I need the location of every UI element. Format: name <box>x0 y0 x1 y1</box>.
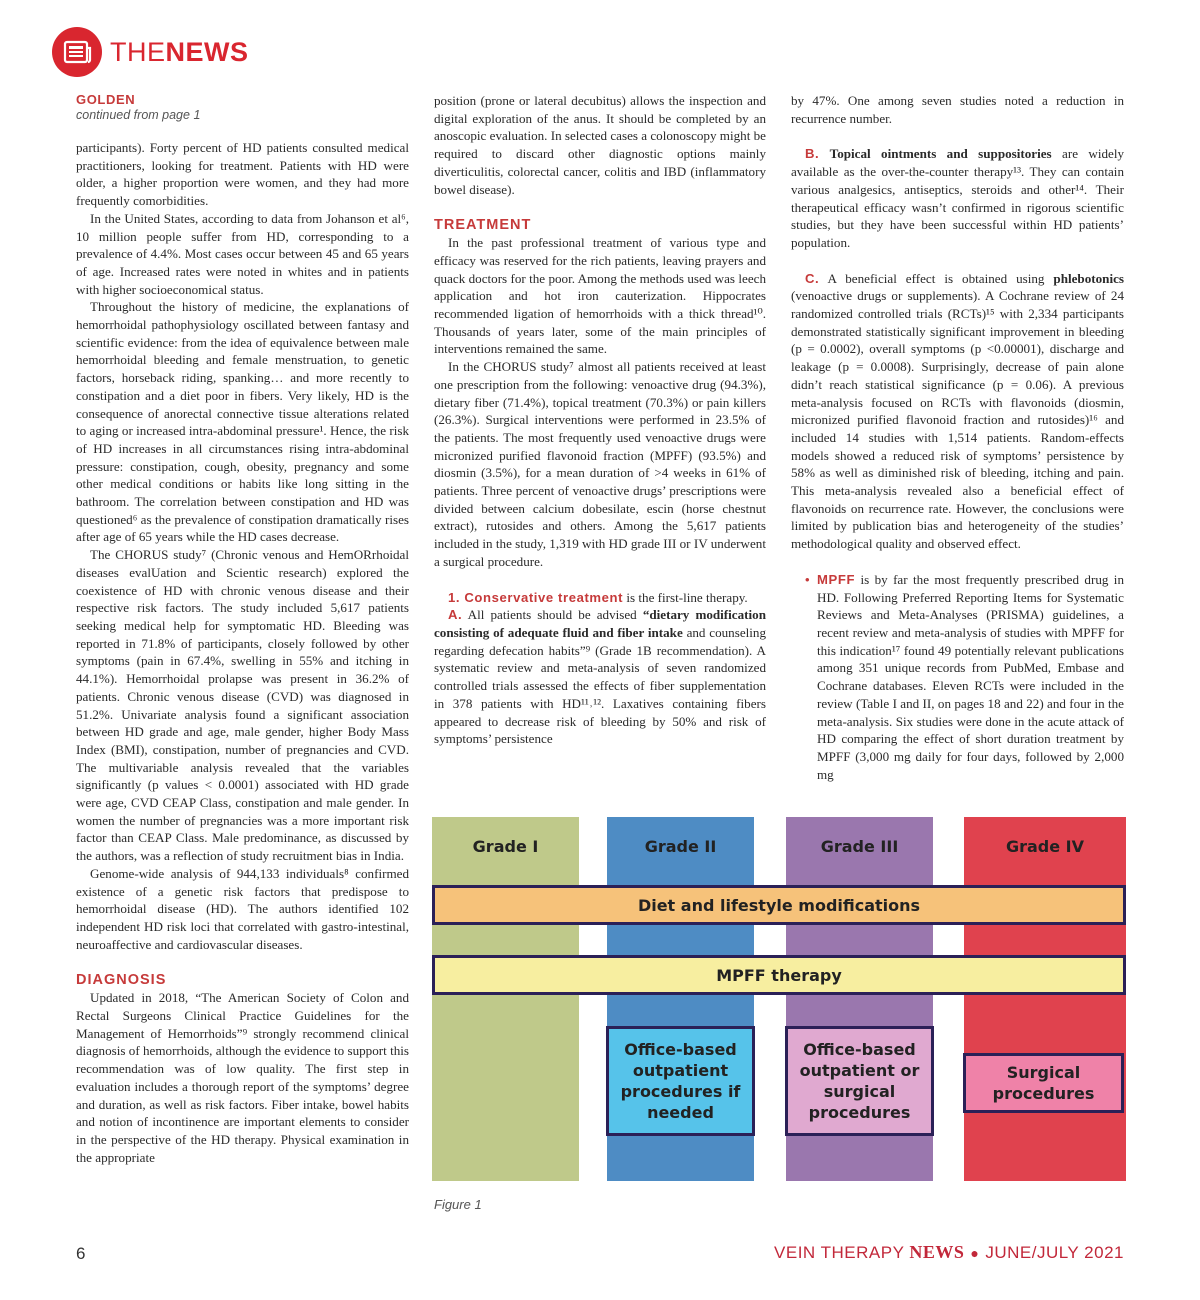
paragraph: In the past professional treatment of various type and efficacy was reserved for the rich patients, leaving prayers and quack doctors for the poor. Among the methods used was leech application and hot iron cauterization. Hippocrates recommended ligation of hemorrhoids with a thick thread¹⁰. Thousands of years later, some of the main principles of interventions remained the same. <box>434 235 766 357</box>
paragraph-c <box>791 270 1124 553</box>
paragraph: The CHORUS study⁷ (Chronic venous and HemORrhoidal diseases evalUation and Scientic research) explored the coexistence of HD with chronic venous disease and their respective risk factors. The study included 5,617 patients seeking medical help for symptomatic HD. Bleeding was reported in 71.8% of participants, closely followed by other symptoms (pain in 67.4%, swelling in 55% and itching in 44.1%). Hemorrhoidal prolapse was present in 36.2% of patients. Chronic venous disease (CVD) was diagnosed in 51.2%. Univariate analysis found a significant association between HD grade and age, male gender, higher Body Mass Index (BMI), constipation, number of pregnancies and CVD. The multivariable analysis revealed that the variables significantly (p values < 0.0001) associated with HD grade were age, CVD CEAP Class, constipation and male gender. In women the number of pregnancies was a more important risk factor than CEAP Class. Male predominance, as discussed by the authors, was a reflection of study recruitment bias in India. <box>76 547 409 864</box>
grade-label: Grade IV <box>1005 837 1085 856</box>
issue-date: JUNE/JULY 2021 <box>985 1243 1124 1262</box>
grade-label: Grade II <box>644 837 717 856</box>
grade-label: Grade I <box>472 837 539 856</box>
item-b-label: B. <box>805 146 820 162</box>
brand-the: THE <box>110 36 166 67</box>
brand-title <box>110 37 249 68</box>
spacer <box>791 127 1124 145</box>
article-column-3 <box>791 92 1124 783</box>
text-span: is the first-line therapy. <box>623 589 748 605</box>
text-span: are widely available as the over-the-counter therapy¹³. They can contain various analgesics, antiseptics, steroids and other¹⁴. Their therapeutical efficacy wasn’t confirmed in rigorous scientific studies, but they have been successful within HD patients’ population. <box>791 146 1125 250</box>
paragraph: Throughout the history of medicine, the explanations of hemorrhoidal pathophysiology oscillated between fantasy and scientific evidence: from the idea of equivalence between male hemorrhoidal bleeding and female menstruation, to genetic factors, horseback riding, spanking… and more recently to constipation and a diet poor in fibers. Very likely, HD is the consequence of anorectal connective tissue alterations related to aging or increased intra-abdominal pressure¹. Hence, the risk of HD increases in all circumstances rising intra-abdominal pressure: constipation, cough, obesity, pregnancy and some other medical conditions or habits like long sitting in the bathroom. The correlation between constipation and HD was questioned⁶ as the prevalence of constipation dramatically rises after age of 65 years while the HD cases decrease. <box>76 299 409 545</box>
figure-caption: Figure 1 <box>434 1197 482 1212</box>
paragraph: Genome-wide analysis of 944,133 individuals⁸ confirmed existence of a genetic risk factors that predispose to hemorrhoidal disease (HD). The authors identified 102 independent HD risk loci that correlated with gastro-intestinal, neuroaffective and cardiovascular diseases. <box>76 865 409 952</box>
grade-label: Grade III <box>820 837 899 856</box>
grade-4-procedure-box: Surgical procedures <box>963 1053 1124 1113</box>
mpff-label: MPFF <box>817 571 856 587</box>
spacer <box>76 953 409 971</box>
text-span: All patients should be advised <box>462 607 643 623</box>
grade-1-column <box>432 817 579 1181</box>
separator-dot-icon: ● <box>970 1245 980 1261</box>
newspaper-icon <box>52 27 102 77</box>
diagnosis-heading: DIAGNOSIS <box>76 972 167 989</box>
section-kicker: GOLDEN <box>76 92 136 107</box>
brand-news: NEWS <box>165 36 249 67</box>
text-span: A beneficial effect is obtained using <box>819 270 1054 286</box>
magazine-name-news: NEWS <box>909 1242 965 1262</box>
bold-span: Topical ointments and suppositories <box>829 146 1052 162</box>
text-span: is by far the most frequently prescribed drug in HD. Following Preferred Reporting Items for Systematic Reviews and Meta-Analyses (PRISMA) guidelines, a recent review and meta-analysis of studies with MPFF for this indication¹⁷ found 49 potentially relevant publications among 351 unique records from PubMed, Embase and Cochrane databases. Eleven RCTs were included in the review (Table I and II, on pages 18 and 22) and four in the meta-analysis. Six studies were done in the acute attack of HD comparing the effect of short duration treatment by MPFF (3,000 mg daily for four days, followed by 2,000 mg <box>817 571 1124 782</box>
article-column-1 <box>76 92 409 1166</box>
masthead <box>52 26 249 78</box>
mpff-bullet-item <box>791 571 1124 783</box>
treatment-heading: TREATMENT <box>434 217 532 234</box>
spacer <box>791 252 1124 270</box>
grade-2-procedure-box: Office-based outpatient procedures if needed <box>606 1026 755 1136</box>
bullet-icon: • <box>805 571 810 587</box>
diet-lifestyle-band: Diet and lifestyle modifications <box>432 885 1126 925</box>
paragraph: In the CHORUS study⁷ almost all patients received at least one prescription from the following: venoactive drug (94.3%), dietary fiber (71.4%), topical treatment (70.3%) or pain killers (26.3%). Surgical interventions were performed in 23.5% of the patients. The most frequently used venoactive drugs were micronized purified flavonoid fraction (MPFF) (93.5%) and diosmin (3.5%), for a mean duration of >4 weeks in 61% of patients. Three percent of venoactive drugs’ prescriptions were divided between calcium dobesilate, escin (horse chestnut extract), rutosides and others. Among the 5,617 patients included in the study, 1,319 with HD grade III or IV underwent a surgical procedure. <box>434 359 766 569</box>
conservative-treatment-paragraph <box>434 589 766 607</box>
mpff-therapy-band: MPFF therapy <box>432 955 1126 995</box>
article-column-2 <box>434 92 766 748</box>
bold-span: phlebotonics <box>1053 270 1124 286</box>
paragraph: In the United States, according to data from Johanson et al⁶, 10 million people suffer from HD, corresponding to a prevalence of 4.4%. Most cases occur between 45 and 65 years of age. Increased rates were noted in whites and in patients with higher socioeconomical status. <box>76 210 409 297</box>
spacer <box>791 553 1124 571</box>
text-span: and counseling regarding defecation habits”⁹ (Grade 1B recommendation). A systematic review and meta-analysis of seven randomized controlled trials assessed the effects of fiber supplementation in 378 patients with HD¹¹˒¹². Laxatives containing fibers appeared to decrease risk of bleeding by 50% and risk of symptoms’ persistence <box>434 624 766 747</box>
paragraph-a <box>434 606 766 748</box>
paragraph-b <box>791 145 1124 251</box>
continued-note: continued from page 1 <box>76 108 201 122</box>
page-number: 6 <box>76 1244 86 1263</box>
conservative-treatment-label: 1. Conservative treatment <box>448 589 624 605</box>
item-a-label: A. <box>448 607 463 623</box>
figure-treatment-by-grade <box>432 817 1126 1181</box>
paragraph: participants). Forty percent of HD patients consulted medical practitioners, looking for treatment. Patients with HD were older, a higher proportion were women, and they had more frequently comorbidities. <box>76 140 409 209</box>
item-c-label: C. <box>805 270 820 286</box>
grade-4-column <box>964 817 1126 1181</box>
paragraph: Updated in 2018, “The American Society of Colon and Rectal Surgeons Clinical Practice Guidelines for the Management of Hemorrhoids”⁹ strongly recommend clinical diagnosis of hemorrhoids, although the evidence to support this recommendation was of low quality. The first step in evaluation includes a thorough report of the symptoms’ degree and duration, as well as risk factors. Fiber intake, bowel habits and notion of incontinence are important elements to consider in the perspective of the HD therapy. Physical examination in the appropriate <box>76 990 409 1165</box>
paragraph: position (prone or lateral decubitus) allows the inspection and digital exploration of the anus. It should be completed by an anoscopic evaluation. In selected cases a colonoscopy might be required to discard other diagnostic options mainly diverticulitis, colorectal cancer, colitis and IBD (inflammatory bowel disease). <box>434 93 766 197</box>
magazine-name: VEIN THERAPY <box>774 1243 910 1262</box>
spacer <box>434 198 766 216</box>
paragraph: by 47%. One among seven studies noted a reduction in recurrence number. <box>791 93 1124 126</box>
spacer <box>434 571 766 589</box>
grade-3-procedure-box: Office-based outpatient or surgical procedures <box>785 1026 934 1136</box>
bold-span: “dietary modification consisting of adequate fluid and fiber intake <box>434 607 766 640</box>
footer-issue-line <box>774 1242 1124 1263</box>
text-span: (venoactive drugs or supplements). A Cochrane review of 24 randomized controlled trials (RCTs)¹⁵ with 2,334 participants demonstrated statistically significant improvement in bleeding (p = 0.0002), overall symptoms (p <0.00001), discharge and leakage (p = 0.0008). Surprisingly, decrease of pain alone didn’t reach statistical significance (p = 0.06). A previous meta-analysis focused on RCTs with flavonoids (diosmin, micronized purified flavonoid fraction and rutosides)¹⁶ and included 14 studies with 1,514 patients. Random-effects models showed a reduced risk of symptoms’ persistence by 58% as well as diminished risk of bleeding, itching and pain. This meta-analysis revealed also a beneficial effect of flavonoids on recurrence rate. However, the conclusions were limited by publication bias and heterogeneity of the studies’ methodological quality and observed effect. <box>791 288 1124 552</box>
